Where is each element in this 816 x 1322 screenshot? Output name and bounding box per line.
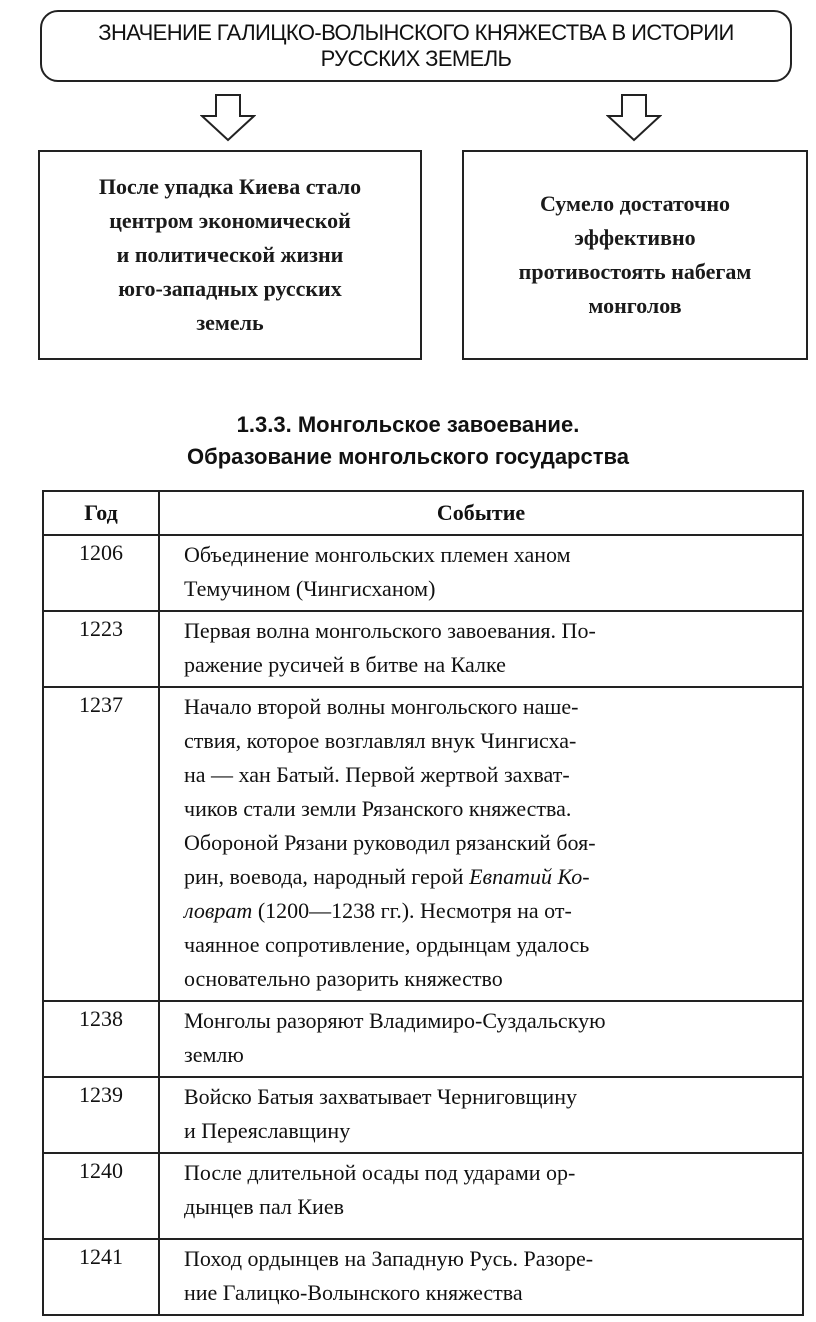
year-cell: 1239 [43,1077,159,1153]
event-text: (1200—1238 гг.). Несмотря на от- чаянное сопротивление, ордынцам удалось основательно разорить княжество [184,898,590,991]
table-row [43,535,803,611]
table-row [43,1001,803,1077]
scheme-title-box [40,10,792,82]
down-arrow-icon [606,94,662,142]
event-cell: Монголы разоряют Владимиро-Суздальскую землю [159,1001,803,1077]
section-title-line1: 1.3.3. Монгольское завоевание. [236,412,580,437]
year-cell: 1238 [43,1001,159,1077]
event-cell: После длительной осады под ударами ор- дынцев пал Киев [159,1153,803,1239]
section-title-line2: Образование монгольского государства [187,444,629,469]
year-cell: 1241 [43,1239,159,1315]
event-cell: Объединение монгольских племен ханом Темучином (Чингисханом) [159,535,803,611]
year-cell: 1240 [43,1153,159,1239]
table-row [43,1153,803,1239]
hero-name: Евпатий Ко- ловрат [184,864,590,923]
down-arrow-icon [200,94,256,142]
significance-box-left [38,150,422,360]
event-cell: Первая волна монгольского завоевания. По- ражение русичей в битве на Калке [159,611,803,687]
significance-box-right [462,150,808,360]
event-cell: Войско Батыя захватывает Черниговщину и Переяславщину [159,1077,803,1153]
table-row [43,611,803,687]
table-row [43,687,803,1001]
event-cell [159,687,803,1001]
significance-text-right: Сумело достаточно эффективно противостоять набегам монголов [518,191,752,318]
table-header-row [43,491,803,535]
table-row [43,1239,803,1315]
column-header-event: Событие [159,491,803,535]
event-cell: Поход ордынцев на Западную Русь. Разоре- ние Галицко-Волынского княжества [159,1239,803,1315]
year-cell: 1223 [43,611,159,687]
scheme-title-line1: ЗНАЧЕНИЕ ГАЛИЦКО-ВОЛЫНСКОГО КНЯЖЕСТВА В ИСТОРИИ [98,20,734,45]
column-header-year: Год [43,491,159,535]
year-cell: 1206 [43,535,159,611]
events-table [42,490,804,1316]
significance-text-left: После упадка Киева стало центром экономической и политической жизни юго-западных русских земель [98,174,362,335]
year-cell: 1237 [43,687,159,1001]
table-row [43,1077,803,1153]
event-text: Начало второй волны монгольского наше- ствия, которое возглавлял внук Чингисха- на — хан Батый. Первой жертвой захват- чиков стали земли Рязанского княжества. Обороной Рязани руководил рязанский боя- рин, воевода, народный герой [184,694,596,889]
scheme-title-line2: РУССКИХ ЗЕМЕЛЬ [320,46,512,71]
